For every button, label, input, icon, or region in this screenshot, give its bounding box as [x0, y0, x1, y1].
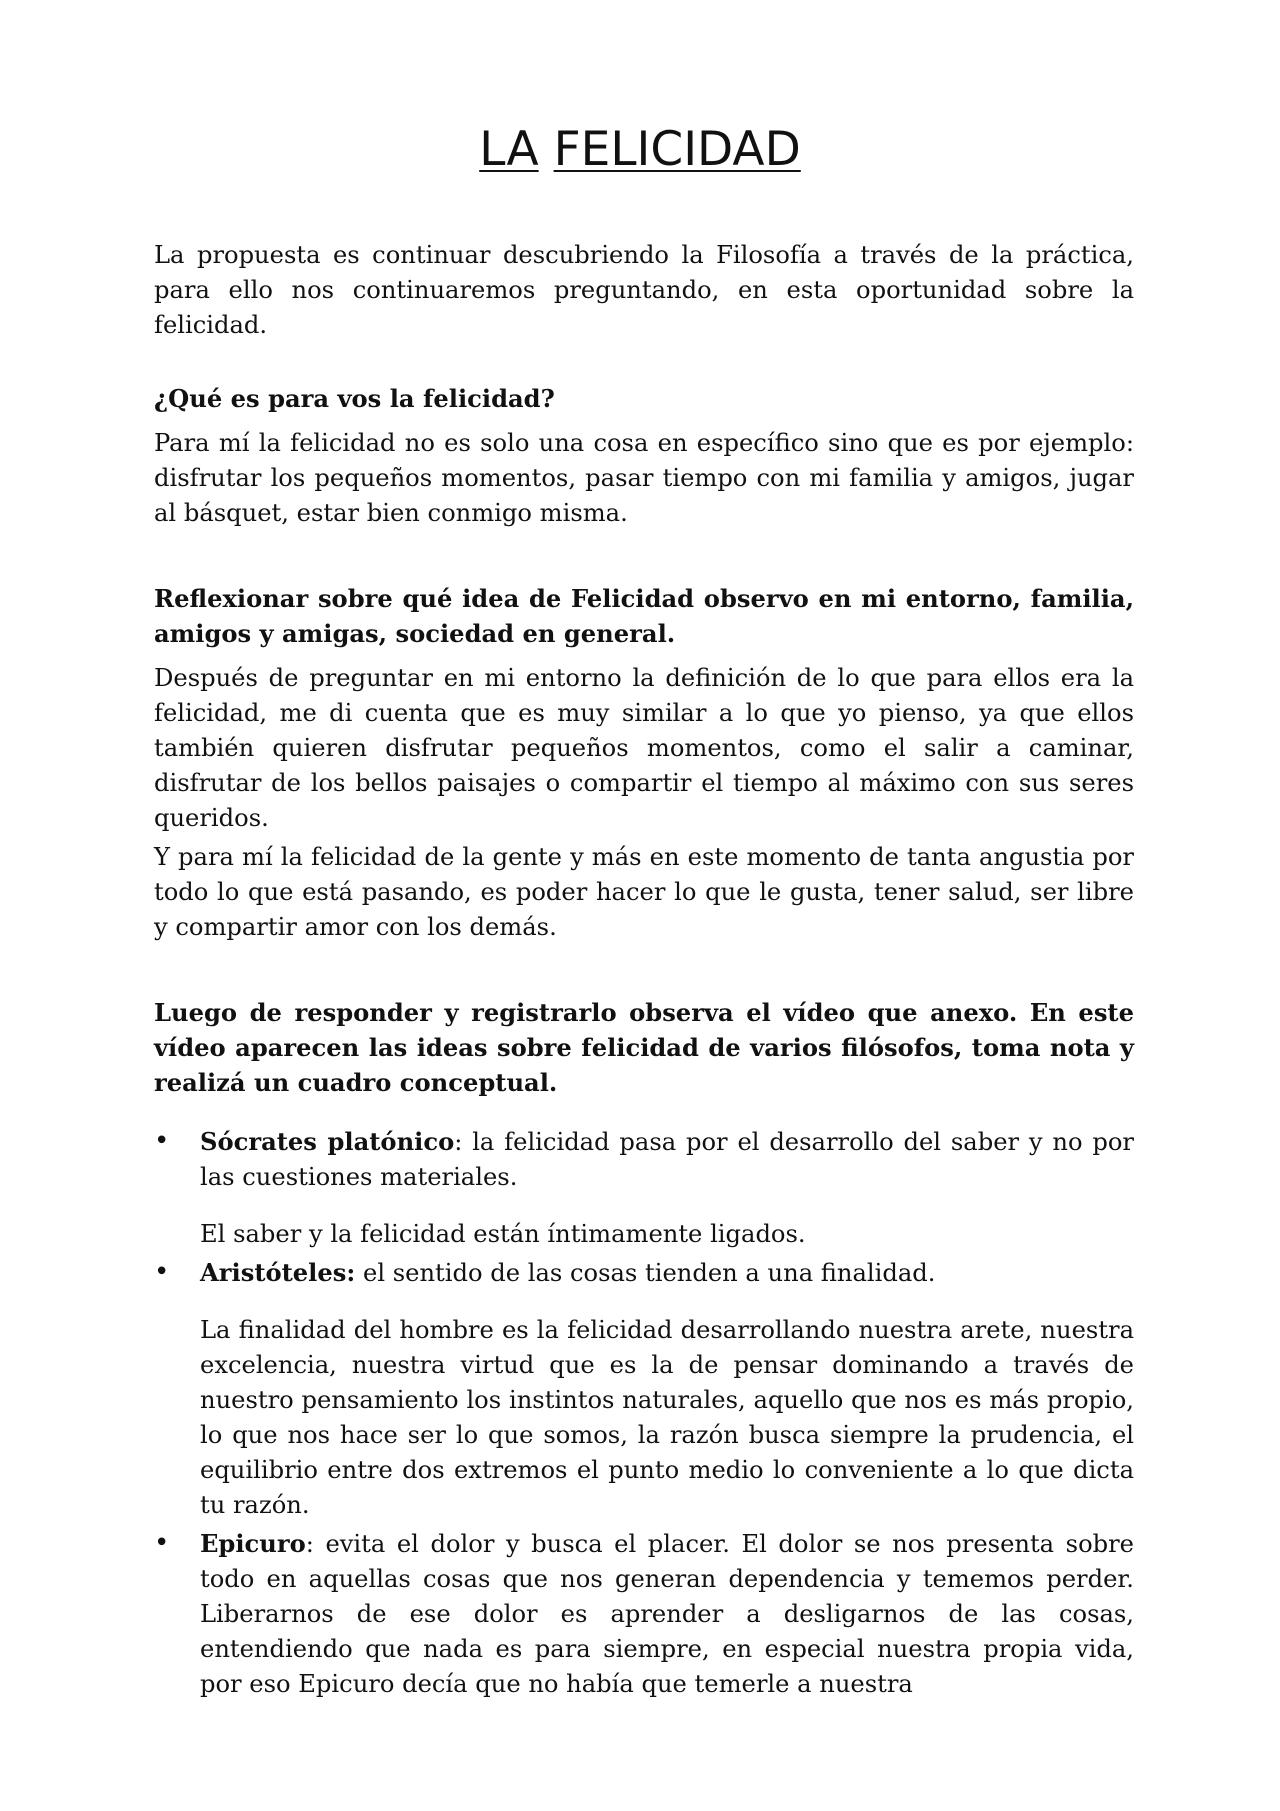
aristoteles-name: Aristóteles:	[200, 1258, 356, 1287]
aristoteles-text: el sentido de las cosas tienden a una finalidad.	[355, 1259, 936, 1287]
bullet-icon: •	[154, 1126, 170, 1156]
epicuro-entry	[200, 1526, 1134, 1702]
socrates-entry	[200, 1124, 1134, 1195]
question-3: Luego de responder y registrarlo observa el vídeo que anexo. En este vídeo aparecen las ideas sobre felicidad de varios filósofos, toma nota y realizá un cuadro conceptual.	[154, 998, 1134, 1097]
list-item-aristoteles	[154, 1255, 1134, 1523]
aristoteles-extra: La finalidad del hombre es la felicidad desarrollando nuestra arete, nuestra excelencia, nuestra virtud que es la de pensar dominando a través de nuestro pensamiento los instintos naturales, aquello que nos es más propio, lo que nos hace ser lo que somos, la razón busca siempre la prudencia, el equilibrio entre dos extremos el punto medio lo conveniente a lo que dicta tu razón.	[200, 1316, 1134, 1519]
document-body	[154, 238, 1134, 1702]
list-item-socrates	[154, 1124, 1134, 1252]
title-word-felicidad: FELICIDAD	[553, 122, 801, 177]
question-1: ¿Qué es para vos la felicidad?	[154, 384, 555, 413]
answer-2-paragraph-2: Y para mí la felicidad de la gente y más en este momento de tanta angustia por todo lo que está pasando, es poder hacer lo que le gusta, tener salud, ser libre y compartir amor con los demás.	[154, 843, 1134, 941]
epicuro-text: : evita el dolor y busca el placer. El dolor se nos presenta sobre todo en aquellas cosas que nos generan dependencia y tememos perder. Liberarnos de ese dolor es aprender a desligarnos de las cosas, entendiendo que nada es para siempre, en especial nuestra propia vida, por eso Epicuro decía que no había que temerle a nuestra	[200, 1530, 1134, 1698]
document-title	[0, 122, 1280, 178]
list-item-epicuro	[154, 1526, 1134, 1702]
socrates-name: Sócrates platónico	[200, 1127, 455, 1156]
bullet-icon: •	[154, 1528, 170, 1558]
title-word-la: LA	[479, 122, 539, 177]
epicuro-name: Epicuro	[200, 1529, 306, 1558]
bullet-icon: •	[154, 1257, 170, 1287]
philosophers-list	[154, 1124, 1134, 1702]
socrates-extra: El saber y la felicidad están íntimamente ligados.	[200, 1220, 806, 1248]
intro-paragraph: La propuesta es continuar descubriendo la Filosofía a través de la práctica, para ello nos continuaremos preguntando, en esta oportunidad sobre la felicidad.	[154, 241, 1134, 339]
answer-1: Para mí la felicidad no es solo una cosa en específico sino que es por ejemplo: disfrutar los pequeños momentos, pasar tiempo con mi familia y amigos, jugar al básquet, estar bien conmigo misma.	[154, 429, 1134, 527]
aristoteles-entry	[200, 1255, 1134, 1291]
socrates-text: : la felicidad pasa por el desarrollo del saber y no por las cuestiones materiales.	[200, 1128, 1134, 1191]
question-2: Reflexionar sobre qué idea de Felicidad observo en mi entorno, familia, amigos y amigas, sociedad en general.	[154, 584, 1134, 648]
answer-2-paragraph-1: Después de preguntar en mi entorno la definición de lo que para ellos era la felicidad, me di cuenta que es muy similar a lo que yo pienso, ya que ellos también quieren disfrutar pequeños momentos, como el salir a caminar, disfrutar de los bellos paisajes o compartir el tiempo al máximo con sus seres queridos.	[154, 664, 1134, 832]
